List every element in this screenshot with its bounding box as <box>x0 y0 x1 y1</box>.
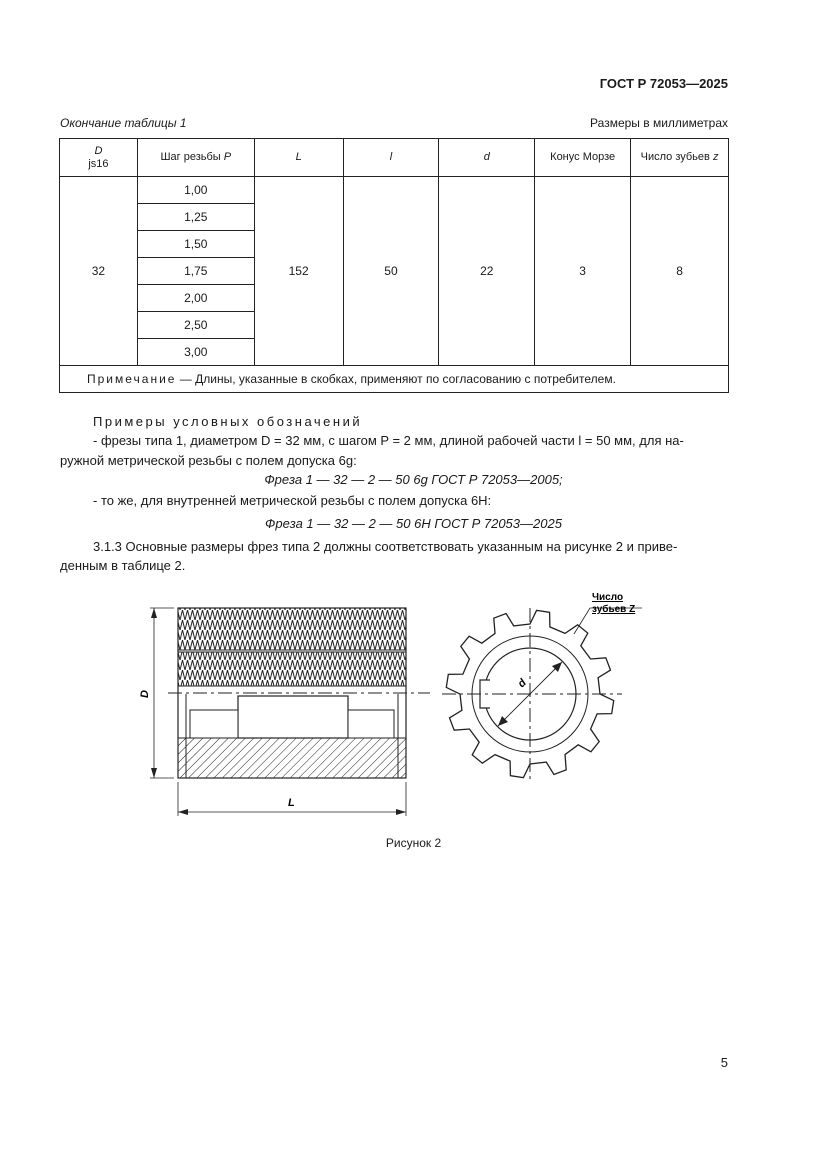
cell-L: 152 <box>254 177 343 366</box>
note-label: Примечание <box>87 372 177 386</box>
cutter-side-view <box>168 608 430 778</box>
units-caption: Размеры в миллиметрах <box>590 116 728 130</box>
cell-pitch: 2,00 <box>137 285 254 312</box>
cell-D: 32 <box>60 177 138 366</box>
teeth-label-line-2: зубьев Z <box>592 604 636 615</box>
cell-teeth: 8 <box>631 177 729 366</box>
cell-pitch: 2,50 <box>137 312 254 339</box>
table-row <box>60 177 729 204</box>
header-morse: Конус Морзе <box>535 139 631 177</box>
header-d: d <box>439 139 535 177</box>
cell-pitch: 1,75 <box>137 258 254 285</box>
dimensions-table <box>59 138 729 393</box>
header-pitch: Шаг резьбы P <box>137 139 254 177</box>
header-D: D js16 <box>60 139 138 177</box>
note-text: — Длины, указанные в скобках, применяют по согласованию с потребителем. <box>176 372 616 386</box>
table-note <box>60 366 729 393</box>
label-D: D <box>139 690 151 698</box>
teeth-label-line-1: Число <box>592 592 624 603</box>
example-1-formula: Фреза 1 — 32 — 2 — 50 6g ГОСТ Р 72053—2005; <box>264 472 563 487</box>
table-continuation-caption: Окончание таблицы 1 <box>60 116 187 130</box>
cutter-front-view <box>442 608 642 782</box>
cell-d: 22 <box>439 177 535 366</box>
example-1-line-2: ружной метрической резьбы с полем допуска 6g: <box>60 453 357 468</box>
example-1-line-1: - фрезы типа 1, диаметром D = 32 мм, с шагом P = 2 мм, длиной рабочей части l = 50 мм, для на- <box>93 433 684 448</box>
paragraph-3-1-3-line-1: 3.1.3 Основные размеры фрез типа 2 должны соответствовать указанным на рисунке 2 и приве- <box>93 539 678 554</box>
example-2-line: - то же, для внутренней метрической резьбы с полем допуска 6H: <box>93 493 492 508</box>
label-d: d <box>515 676 529 691</box>
table-header-row <box>60 139 729 177</box>
label-L: L <box>288 797 295 809</box>
figure-2-drawing <box>130 590 650 830</box>
figure-caption: Рисунок 2 <box>385 836 442 850</box>
table-note-row <box>60 366 729 393</box>
header-teeth: Число зубьев z <box>631 139 729 177</box>
cell-l: 50 <box>343 177 439 366</box>
cell-morse: 3 <box>535 177 631 366</box>
example-2-formula: Фреза 1 — 32 — 2 — 50 6H ГОСТ Р 72053—2025 <box>265 516 562 531</box>
examples-heading: Примеры условных обозначений <box>93 414 363 429</box>
header-l: l <box>343 139 439 177</box>
cell-pitch: 1,50 <box>137 231 254 258</box>
paragraph-3-1-3-line-2: денным в таблице 2. <box>60 558 186 573</box>
page-number: 5 <box>720 1055 728 1070</box>
standard-header: ГОСТ Р 72053—2025 <box>599 76 728 91</box>
cell-pitch: 3,00 <box>137 339 254 366</box>
cell-pitch: 1,25 <box>137 204 254 231</box>
cell-pitch: 1,00 <box>137 177 254 204</box>
header-L: L <box>254 139 343 177</box>
